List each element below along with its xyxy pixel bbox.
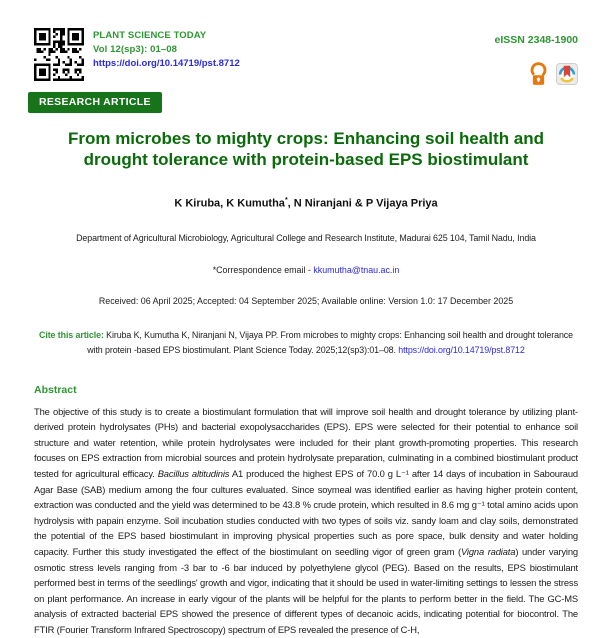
correspondence-email-link[interactable]: kkumutha@tnau.ac.in xyxy=(313,264,400,275)
correspondence-label: *Correspondence email - xyxy=(212,264,314,275)
citation-doi-link[interactable]: https://doi.org/10.14719/pst.8712 xyxy=(398,344,525,355)
citation-text: Kiruba K, Kumutha K, Niranjani N, Vijaya PP. From microbes to mighty crops: Enhancing soil health and drought tolerance with protein -based EPS biostimulant. Plant Science Today. 2025;12(sp3):01–08. xyxy=(87,329,573,355)
journal-meta xyxy=(93,28,240,81)
crossmark-icon[interactable] xyxy=(556,63,578,85)
qr-code-icon xyxy=(34,28,84,81)
journal-volume: Vol 12(sp3): 01–08 xyxy=(93,44,177,55)
article-type-badge: RESEARCH ARTICLE xyxy=(28,92,162,113)
authors-suffix: , N Niranjani & P Vijaya Priya xyxy=(287,197,438,210)
journal-header xyxy=(34,28,578,87)
eissn-label: eISSN 2348-1900 xyxy=(494,34,578,46)
open-access-icon[interactable] xyxy=(528,61,549,87)
citation-block xyxy=(34,328,578,358)
journal-identity xyxy=(34,28,240,81)
citation-label: Cite this article: xyxy=(39,329,104,340)
article-title: From microbes to mighty crops: Enhancing soil health and drought tolerance with protein-based EPS biostimulant xyxy=(67,129,545,169)
corresponding-author-marker: * xyxy=(284,197,288,204)
authors-prefix: K Kiruba, K Kumutha xyxy=(174,197,285,210)
abstract-text: The objective of this study is to create a biostimulant formulation that will improve soil health and drought tolerance by utilizing plant-derived protein hydrolysates (PHs) and bacterial exopolysaccharides (EPS). EPS were selected for their potential to enhance soil structure and water retention, while protein hydrolysates were included for their plant growth-promoting properties. This research focuses on EPS extraction from microbial sources and protein hydrolysate preparation, culminating in a combined biostimulant product tested for agricultural efficacy. Bacillus altitudinis A1 produced the highest EPS of 70.0 g L⁻¹ after 14 days of incubation in Sabouraud Agar Base (SAB) medium among the four cultures evaluated. Since soymeal was identified earlier as having higher protein content, extraction was conducted and the yield was determined to be 43.8 % crude protein, which resulted in 8.6 mg g⁻¹ total amino acids upon hydrolysis with papain enzyme. Soil incubation studies conducted with two types of soils viz. sandy loam and clay soils, demonstrated the potential of the EPS based biostimulant in improving physical properties such as pore space, bulk density and water holding capacity. Further this study investigated the effect of the biostimulant on seedling vigor of green gram (Vigna radiata) under varying osmotic stress levels ranging from -3 bar to -6 bar induced by polyethylene glycol (PEG). Based on the results, EPS biostimulant performed best in terms of the seedlings' growth and vigor, indicating that it should be used in water-limiting settings to lessen the stress on plant performance. An increase in early vigour of the plants will be helpful for the plants to perform better in the field. The GC-MS analysis of extracted bacterial EPS showed the presence of different types of decanoic acids, indicating potential for biocontrol. The FTIR (Fourier Transform Infrared Spectroscopy) spectrum of EPS revealed the presence of C-H, xyxy=(34,405,578,635)
abstract-heading: Abstract xyxy=(34,383,77,396)
authors-line xyxy=(34,197,578,210)
journal-header-right xyxy=(495,28,578,87)
header-badges xyxy=(495,61,578,87)
article-type-row xyxy=(34,87,578,113)
affiliation-line: Department of Agricultural Microbiology, Agricultural College and Research Institute, Madurai 625 104, Tamil Nadu, India xyxy=(76,232,536,243)
correspondence-line xyxy=(34,265,578,275)
journal-doi-link[interactable]: https://doi.org/10.14719/pst.8712 xyxy=(93,58,240,69)
article-dates-line: Received: 06 April 2025; Accepted: 04 September 2025; Available online: Version 1.0: 17 December 2025 xyxy=(98,295,514,306)
journal-name: PLANT SCIENCE TODAY xyxy=(93,30,207,41)
